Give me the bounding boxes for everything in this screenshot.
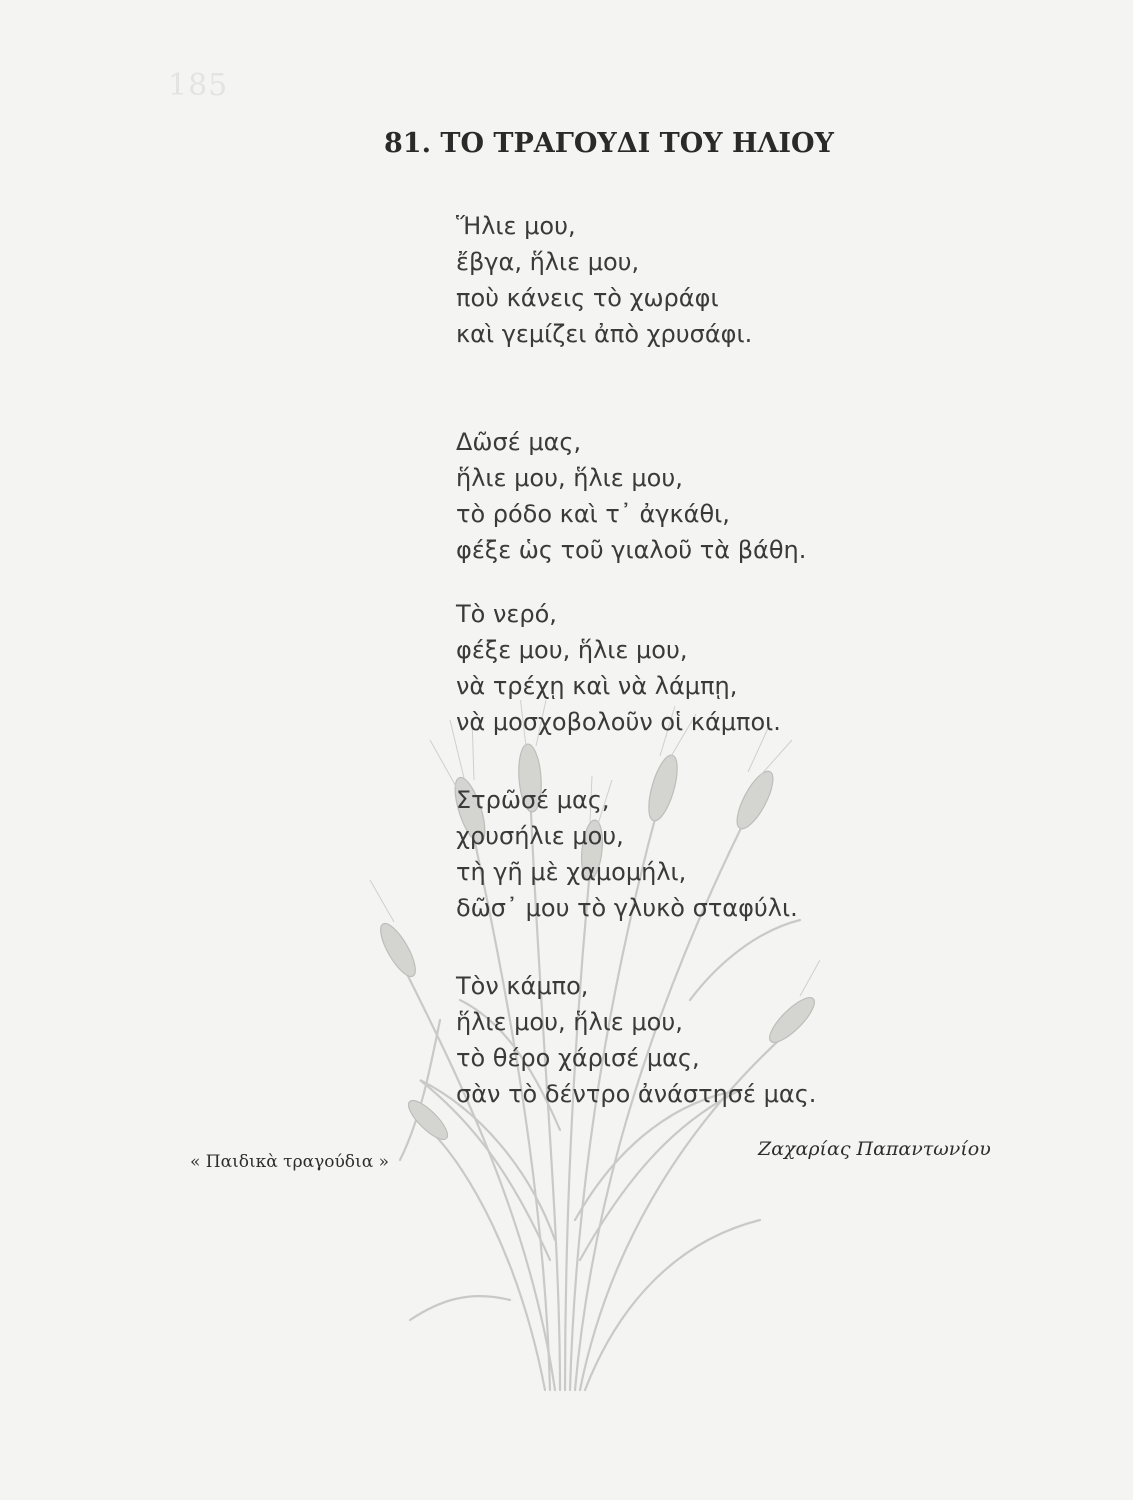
verse-line: ἥλιε μου, ἥλιε μου, — [456, 464, 683, 492]
verse-line: νὰ τρέχῃ καὶ νὰ λάμπῃ, — [456, 672, 738, 700]
verse-line: νὰ μοσχοβολοῦν οἱ κάμποι. — [456, 708, 781, 736]
verse-line: τὴ γῆ μὲ χαμομήλι, — [456, 858, 687, 886]
verse-line: σὰν τὸ δέντρο ἀνάστησέ μας. — [456, 1080, 817, 1108]
stanza-1 — [456, 208, 752, 352]
verse-line: καὶ γεμίζει ἀπὸ χρυσάφι. — [456, 320, 753, 348]
poem-author: Ζαχαρίας Παπαντωνίου — [758, 1138, 991, 1160]
stanza-4 — [456, 782, 798, 926]
stanza-5 — [456, 968, 816, 1112]
verse-line: δῶσ᾿ μου τὸ γλυκὸ σταφύλι. — [456, 894, 798, 922]
verse-line: φέξε ὡς τοῦ γιαλοῦ τὰ βάθη. — [456, 536, 807, 564]
verse-line: Ἥλιε μου, — [456, 212, 576, 240]
verse-line: ἔβγα, ἥλιε μου, — [456, 248, 640, 276]
verse-line: τὸ θέρο χάρισέ μας, — [456, 1044, 700, 1072]
verse-line: Δῶσέ μας, — [456, 428, 582, 456]
verse-line: Στρῶσέ μας, — [456, 786, 610, 814]
verse-line: φέξε μου, ἥλιε μου, — [456, 636, 688, 664]
verse-line: Τὸν κάμπο, — [456, 972, 589, 1000]
verse-line: χρυσήλιε μου, — [456, 822, 624, 850]
page-number: 185 — [168, 68, 229, 103]
verse-line: ποὺ κάνεις τὸ χωράφι — [456, 284, 719, 312]
verse-line: Τὸ νερό, — [456, 600, 557, 628]
stanza-3 — [456, 596, 781, 740]
source-citation: « Παιδικὰ τραγούδια » — [190, 1152, 389, 1172]
stanza-2 — [456, 424, 806, 568]
verse-line: ἥλιε μου, ἥλιε μου, — [456, 1008, 683, 1036]
poem-title: 81. ΤΟ ΤΡΑΓΟΥΔΙ ΤΟΥ ΗΛΙΟΥ — [384, 128, 834, 159]
verse-line: τὸ ρόδο καὶ τ᾿ ἀγκάθι, — [456, 500, 730, 528]
